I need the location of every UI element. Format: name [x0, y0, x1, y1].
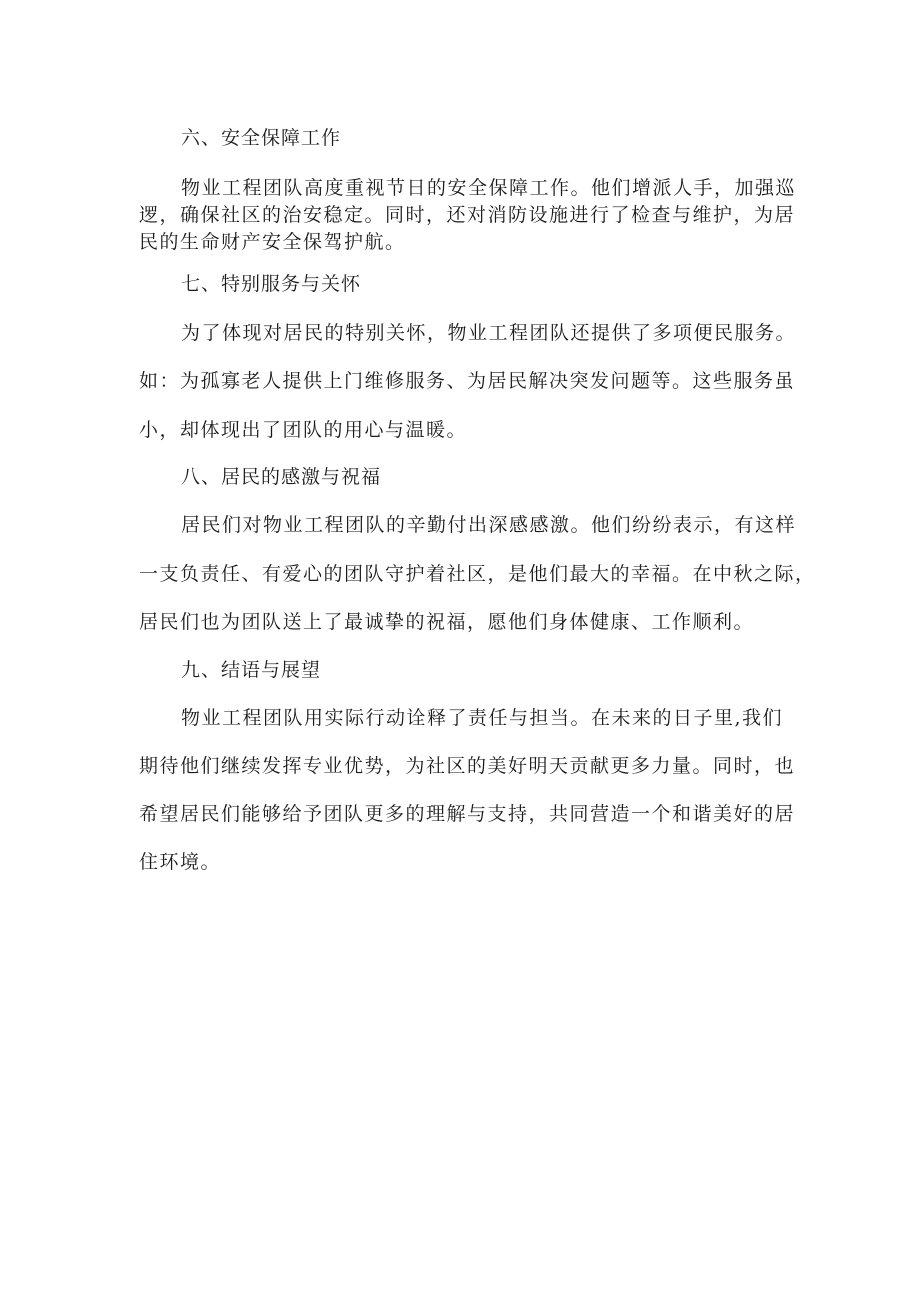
paragraph-line: 住环境。 [139, 851, 222, 873]
paragraph-line: 物业工程团队高度重视节日的安全保障工作。他们增派人手，加强巡 [181, 177, 797, 199]
paragraph-line: 一支负责任、有爱心的团队守护着社区，是他们最大的幸福。在中秋之际， [139, 563, 816, 585]
paragraph-line: 居民们也为团队送上了最诚挚的祝福，愿他们身体健康、工作顺利。 [139, 611, 755, 633]
section-heading-8: 八、居民的感激与祝福 [181, 466, 382, 488]
paragraph-line: 为了体现对居民的特别关怀，物业工程团队还提供了多项便民服务。 [181, 322, 797, 344]
section-heading-7: 七、特别服务与关怀 [181, 273, 362, 295]
section-heading-9: 九、结语与展望 [181, 659, 322, 681]
paragraph-line: 期待他们继续发挥专业优势，为社区的美好明天贡献更多力量。同时，也 [139, 755, 796, 777]
paragraph-line: 物业工程团队用实际行动诠释了责任与担当。在未来的日子里,我们 [181, 707, 784, 729]
paragraph-line: 民的生命财产安全保驾护航。 [139, 231, 406, 253]
paragraph-line: 小，却体现出了团队的用心与温暖。 [139, 419, 468, 441]
paragraph-line: 如：为孤寡老人提供上门维修服务、为居民解决突发问题等。这些服务虽 [139, 370, 796, 392]
paragraph-line: 逻，确保社区的治安稳定。同时，还对消防设施进行了检查与维护，为居 [139, 204, 796, 226]
paragraph-line: 希望居民们能够给予团队更多的理解与支持，共同营造一个和谐美好的居 [139, 803, 796, 825]
section-heading-6: 六、安全保障工作 [181, 127, 342, 149]
paragraph-line: 居民们对物业工程团队的辛勤付出深感感激。他们纷纷表示，有这样 [181, 514, 797, 536]
